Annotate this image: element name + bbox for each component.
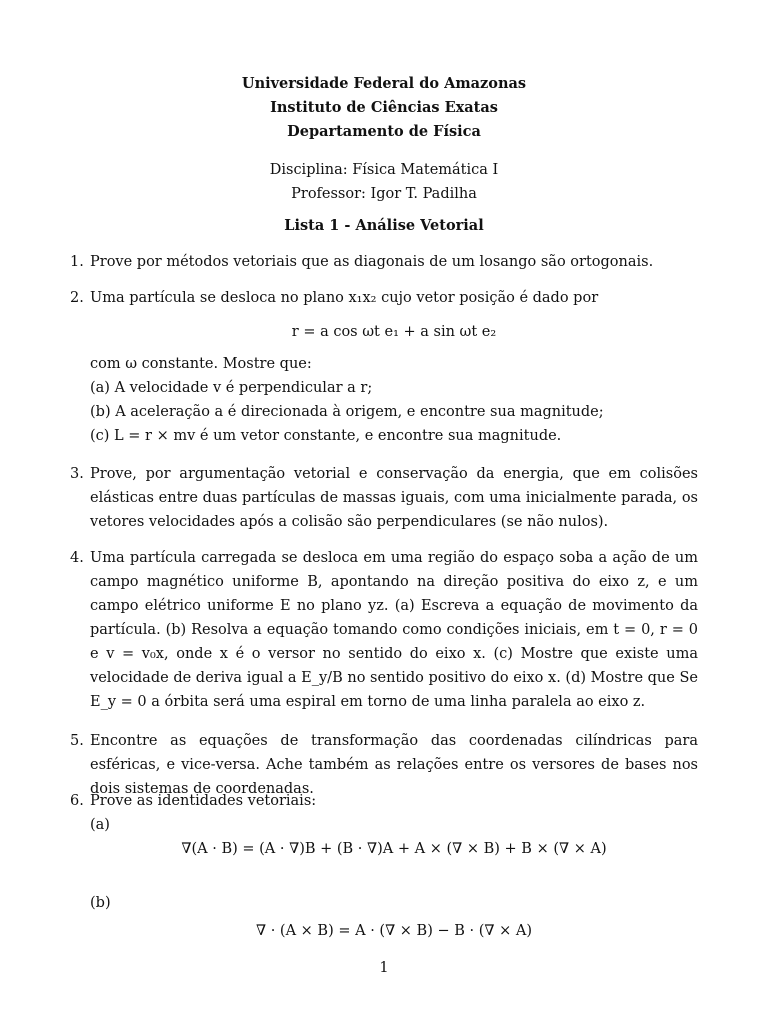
- department-name: Departamento de Física: [287, 123, 481, 140]
- list-title: Lista 1 - Análise Vetorial: [284, 217, 484, 234]
- position-equation: r = a cos ωt e₁ + a sin ωt e₂: [291, 324, 497, 340]
- exercise-number: 4.: [70, 550, 84, 566]
- exercise-intro: Uma partícula se desloca no plano x₁x₂ cujo vetor posição é dado por: [90, 290, 599, 306]
- exercise-2: [70, 286, 698, 448]
- exercise-text: Uma partícula carregada se desloca em uma região do espaço soba a ação de um campo magnético uniforme B, apontando na direção positiva do eixo z, e um campo elétrico uniforme E no plano yz. (a) Escreva a equação de movimento da partícula. (b) Resolva a equação tomando como condições iniciais, em t = 0, r = 0 e v = v₀x, onde x é o versor no sentido do eixo x. (c) Mostre que existe uma velocidade de deriva igual a E_y/B no sentido positivo do eixo x. (d) Mostre que Se E_y = 0 a órbita será uma espiral em torno de uma linha paralela ao eixo z.: [90, 550, 698, 710]
- part-b-label: (b): [90, 895, 111, 911]
- item-c: (c) L = r × mv é um vetor constante, e encontre sua magnitude.: [90, 428, 562, 444]
- exercise-1: [70, 250, 698, 274]
- exercise-number: 2.: [70, 290, 84, 306]
- course-info: [0, 158, 768, 206]
- identity-a: ∇(A · B) = (A · ∇)B + (B · ∇)A + A × (∇ × B) + B × (∇ × A): [181, 841, 607, 857]
- item-b: (b) A aceleração a é direcionada à origem, e encontre sua magnitude;: [90, 404, 604, 420]
- page-number: 1: [379, 960, 389, 976]
- course-name: Disciplina: Física Matemática I: [269, 162, 499, 178]
- part-a-label: (a): [90, 817, 110, 833]
- university-name: Universidade Federal do Amazonas: [241, 75, 527, 92]
- exercise-number: 1.: [70, 254, 84, 270]
- exercise-3: [70, 462, 698, 534]
- exercise-number: 6.: [70, 793, 84, 809]
- professor-name: Professor: Igor T. Padilha: [291, 186, 477, 202]
- institute-name: Instituto de Ciências Exatas: [270, 99, 498, 116]
- exercise-6: [70, 789, 698, 951]
- exercise-text: Prove por métodos vetoriais que as diagonais de um losango são ortogonais.: [90, 254, 654, 270]
- exercise-number: 3.: [70, 466, 84, 482]
- exercise-after-text: com ω constante. Mostre que:: [90, 356, 312, 372]
- exercise-text: Prove, por argumentação vetorial e conservação da energia, que em colisões elásticas entre duas partículas de massas iguais, com uma inicialmente parada, os vetores velocidades após a colisão são perpendiculares (se não nulos).: [90, 466, 698, 530]
- exercise-intro: Prove as identidades vetoriais:: [90, 793, 317, 809]
- document-header: [0, 72, 768, 144]
- item-a: (a) A velocidade v é perpendicular a r;: [90, 380, 373, 396]
- exercise-4: [70, 546, 698, 714]
- identity-b: ∇ · (A × B) = A · (∇ × B) − B · (∇ × A): [255, 923, 533, 939]
- exercise-number: 5.: [70, 733, 84, 749]
- exercise-text: Encontre as equações de transformação das coordenadas cilíndricas para esféricas, e vice-versa. Ache também as relações entre os versores de bases nos dois sistemas de coordenadas.: [90, 733, 698, 797]
